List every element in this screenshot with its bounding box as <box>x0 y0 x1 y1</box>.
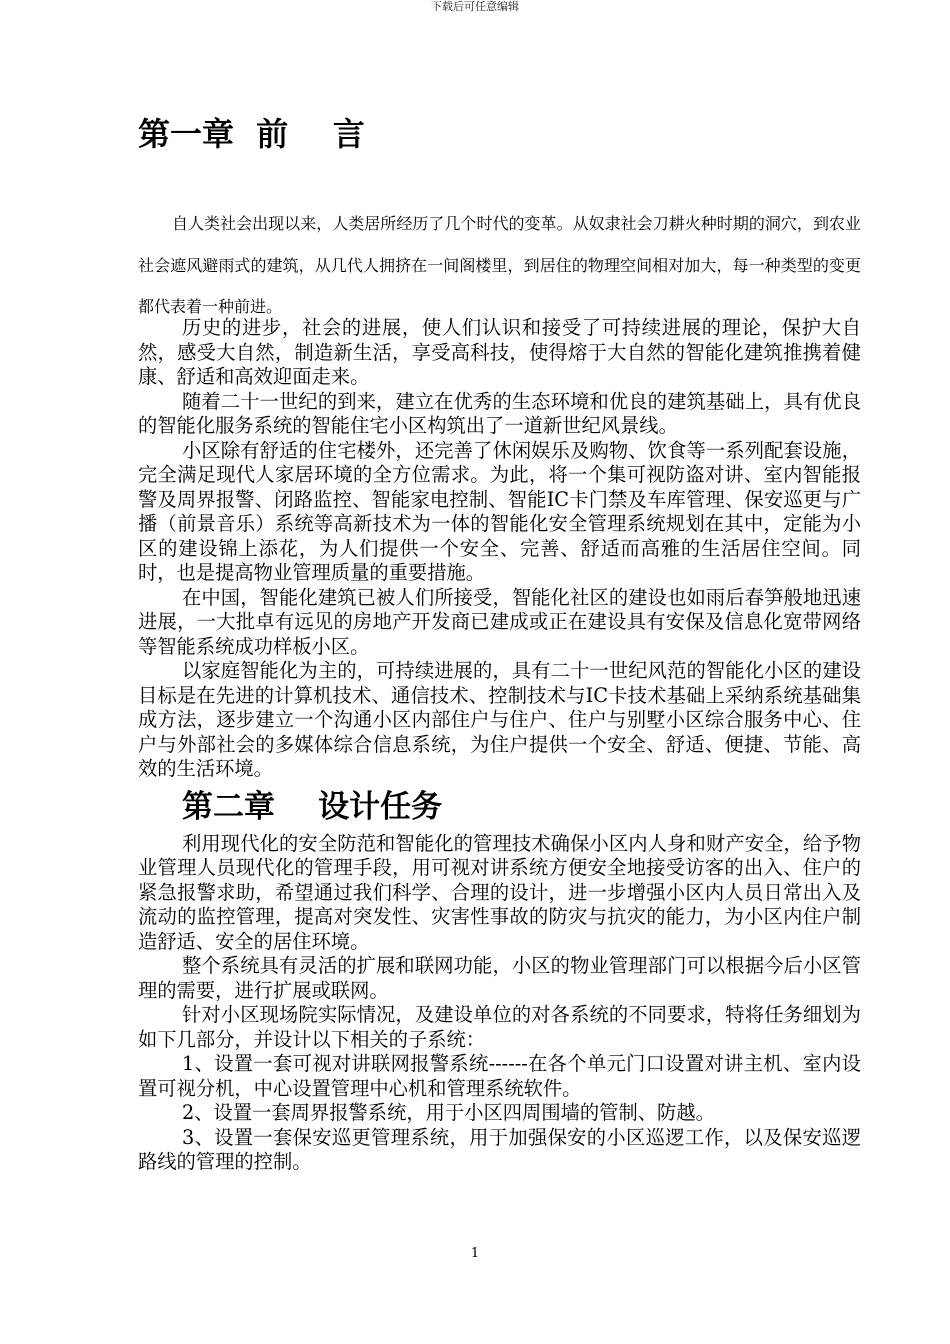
chapter1-title: 第一章 前 言 <box>138 115 365 153</box>
chapter2-list-item: 1、设置一套可视对讲联网报警系统------在各个单元门口设置对讲主机、室内设置可视分机，中心设置管理中心机和管理系统软件。 <box>138 1052 861 1100</box>
page-header: 下载后可任意编辑 <box>431 0 519 13</box>
chapter2-paragraph: 针对小区现场院实际情况，及建设单位的对各系统的不同要求，特将任务细划为如下几部分，并设计以下相关的子系统： <box>138 1003 861 1051</box>
chapter2-list-item: 2、设置一套周界报警系统，用于小区四周围墙的管制、防越。 <box>182 1101 715 1124</box>
chapter1-intro: 自人类社会出现以来，人类居所经历了几个时代的变革。从奴隶社会刀耕火种时期的洞穴，到农业社会遮风避雨式的建筑，从几代人拥挤在一间阁楼里，到居住的物理空间相对加大，每一种类型的变更都代表着一种前进。 <box>138 214 861 316</box>
chapter2-paragraph: 整个系统具有灵活的扩展和联网功能，小区的物业管理部门可以根据今后小区管理的需要，进行扩展或联网。 <box>138 954 861 1002</box>
chapter1-paragraph: 小区除有舒适的住宅楼外，还完善了休闲娱乐及购物、饮食等一系列配套设施，完全满足现代人家居环境的全方位需求。为此，将一个集可视防盗对讲、室内智能报警及周界报警、闭路监控、智能家电控制、智能IC卡门禁及车库管理、保安巡更与广播（前景音乐）系统等高新技术为一体的智能化安全管理系统规划在其中，定能为小区的建设锦上添花，为人们提供一个安全、完善、舒适而高雅的生活居住空间。同时，也是提高物业管理质量的重要措施。 <box>138 438 861 584</box>
chapter1-paragraph: 随着二十一世纪的到来，建立在优秀的生态环境和优良的建筑基础上，具有优良的智能化服务系统的智能住宅小区构筑出了一道新世纪风景线。 <box>138 389 861 437</box>
chapter2-title: 第二章 设计任务 <box>182 788 443 825</box>
document-body <box>138 316 861 1175</box>
chapter1-paragraph: 在中国，智能化建筑已被人们所接受，智能化社区的建设也如雨后春笋般地迅速进展，一大批卓有远见的房地产开发商已建成或正在建设具有安保及信息化宽带网络等智能系统成功样板小区。 <box>138 585 861 658</box>
chapter2-paragraph: 利用现代化的安全防范和智能化的管理技术确保小区内人身和财产安全，给予物业管理人员现代化的管理手段，用可视对讲系统方便安全地接受访客的出入、住户的紧急报警求助，希望通过我们科学、合理的设计，进一步增强小区内人员日常出入及流动的监控管理，提高对突发性、灾害性事故的防灾与抗灾的能力，为小区内住户制造舒适、安全的居住环境。 <box>138 831 861 953</box>
chapter2-list-item: 3、设置一套保安巡更管理系统，用于加强保安的小区巡逻工作，以及保安巡逻路线的管理的控制。 <box>138 1125 861 1173</box>
chapter1-paragraph: 以家庭智能化为主的，可持续进展的，具有二十一世纪风范的智能化小区的建设目标是在先进的计算机技术、通信技术、控制技术与IC卡技术基础上采纳系统基础集成方法，逐步建立一个沟通小区内部住户与住户、住户与别墅小区综合服务中心、住户与外部社会的多媒体综合信息系统，为住户提供一个安全、舒适、便捷、节能、高效的生活环境。 <box>138 659 861 780</box>
chapter1-paragraph: 历史的进步，社会的进展，使人们认识和接受了可持续进展的理论，保护大自然，感受大自然，制造新生活，享受高科技，使得熔于大自然的智能化建筑推携着健康、舒适和高效迎面走来。 <box>138 316 861 388</box>
page-number: 1 <box>470 1246 480 1261</box>
